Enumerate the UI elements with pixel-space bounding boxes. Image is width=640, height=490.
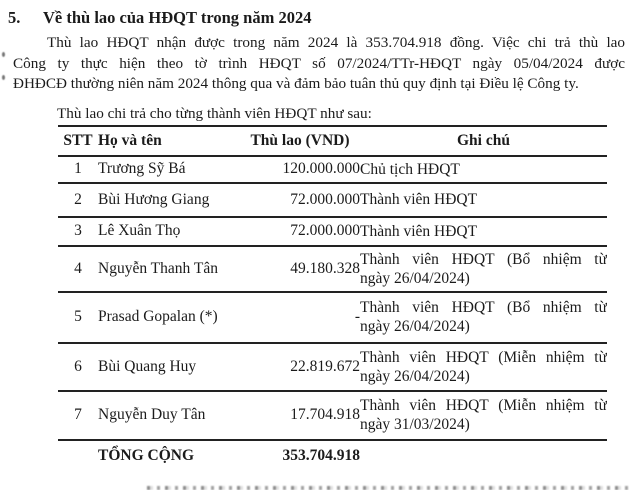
cell-note-line: Thành viên HĐQT (Bổ nhiệm từ: [360, 250, 607, 268]
total-empty-cell: [58, 440, 98, 472]
cell-name: Trương Sỹ Bá: [98, 160, 186, 177]
cell-stt: 3: [74, 222, 82, 239]
cell-amount: 72.000.000: [290, 190, 360, 208]
cell-note-line: Thành viên HĐQT (Bổ nhiệm từ: [360, 299, 607, 316]
cell-name: Nguyễn Duy Tân: [98, 406, 206, 423]
table-header-row: [58, 126, 607, 156]
table-row: [58, 343, 607, 391]
cell-amount: 72.000.000: [290, 222, 360, 239]
total-amount: 353.704.918: [282, 447, 360, 464]
cell-stt: 4: [74, 259, 82, 277]
column-header-note: Ghi chú: [457, 131, 510, 149]
cell-stt: 6: [74, 357, 82, 375]
cell-stt: 7: [74, 406, 82, 423]
total-empty-cell: [360, 440, 607, 472]
paragraph-line: Thù lao HĐQT nhận được trong năm 2024 là 353.704.918 đồng. Việc chi trả thù lao: [47, 34, 625, 51]
cell-stt: 2: [74, 190, 82, 208]
total-label: TỔNG CỘNG: [98, 447, 195, 464]
remuneration-table: [58, 125, 607, 472]
cell-note-line: ngày 26/04/2024): [360, 367, 470, 385]
section-number: 5.: [8, 8, 21, 27]
column-header-name: Họ và tên: [98, 131, 162, 149]
table-row: [58, 246, 607, 292]
column-header-stt: STT: [63, 131, 93, 149]
column-header-amount: Thù lao (VND): [250, 131, 350, 149]
table-row: [58, 156, 607, 183]
cell-note-line: Thành viên HĐQT: [360, 222, 478, 240]
table-row: [58, 391, 607, 440]
cell-name: Prasad Gopalan (*): [98, 308, 218, 325]
cell-note-line: Thành viên HĐQT: [360, 191, 478, 208]
table-row: [58, 217, 607, 246]
section-heading: [8, 8, 640, 28]
table-intro-text: Thù lao chi trả cho từng thành viên HĐQT như sau:: [57, 104, 372, 122]
scan-speck: [2, 75, 5, 80]
cell-stt: 5: [74, 308, 82, 325]
table-row: [58, 292, 607, 343]
cell-amount: 49.180.328: [290, 259, 360, 277]
cell-note-line: Chủ tịch HĐQT: [360, 160, 460, 178]
cell-stt: 1: [74, 160, 82, 177]
cell-amount: 22.819.672: [290, 357, 360, 375]
cell-name: Bùi Hương Giang: [98, 190, 210, 208]
cell-note-line: Thành viên HĐQT (Miễn nhiệm từ: [360, 397, 607, 414]
cell-note-line: ngày 26/04/2024): [360, 269, 470, 287]
intro-paragraph: [13, 33, 625, 95]
cell-amount: 17.704.918: [290, 406, 360, 423]
cell-note-line: ngày 31/03/2024): [360, 416, 470, 433]
paragraph-line: ĐHĐCĐ thường niên năm 2024 thông qua và đảm bảo tuân thủ quy định tại Điều lệ Công ty.: [13, 75, 579, 92]
cell-amount: -: [354, 308, 360, 325]
cell-name: Lê Xuân Thọ: [98, 222, 181, 239]
table-row: [58, 183, 607, 217]
table-total-row: [58, 440, 607, 472]
paragraph-line: Công ty thực hiện theo tờ trình HĐQT số 07/2024/TTr-HĐQT ngày 05/04/2024 được: [13, 54, 625, 72]
cell-name: Bùi Quang Huy: [98, 357, 197, 375]
section-title: Về thù lao của HĐQT trong năm 2024: [43, 8, 312, 27]
cutoff-text-artifact: [147, 486, 632, 490]
cell-note-line: Thành viên HĐQT (Miễn nhiệm từ: [360, 348, 607, 366]
cell-name: Nguyễn Thanh Tân: [98, 259, 218, 277]
cell-note-line: ngày 26/04/2024): [360, 318, 470, 335]
cell-amount: 120.000.000: [282, 160, 360, 177]
scan-speck: [2, 52, 5, 57]
